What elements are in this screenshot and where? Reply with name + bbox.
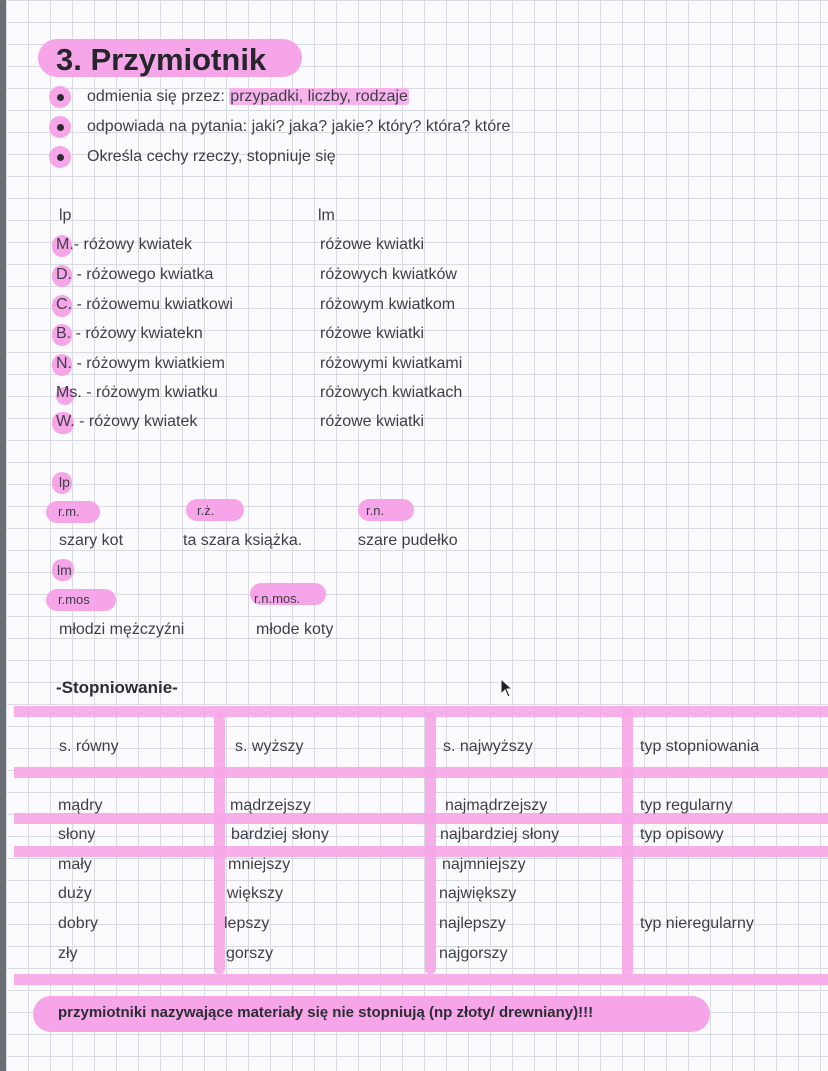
gender-rm-example: szary kot [59,532,124,549]
comparison-cell: duży [58,885,92,902]
case-label: C. [56,296,72,313]
table-column-rule [622,708,633,976]
mouse-cursor-icon [500,678,514,698]
bullet-1-label: odmienia się przez: [87,88,230,105]
gender-rz-tag: r.ż. [197,503,215,518]
comparison-cell: największy [439,885,517,902]
gender-rz-example: ta szara książka. [183,532,303,549]
comparison-cell: dobry [58,915,99,932]
comparison-cell: większy [227,885,284,902]
declension-singular [56,236,192,254]
comparison-cell: mądry [58,797,103,814]
comparison-column-header: s. wyższy [235,738,304,755]
comparison-cell: najbardziej słony [440,826,560,843]
comparison-cell: bardziej słony [231,826,329,843]
case-label: M. [56,236,74,253]
gender-rmos-example: młodzi mężczyźni [59,621,185,638]
gender-rnmos-tag: r.n.mos. [254,591,301,606]
case-label: B. [56,325,72,342]
comparison-cell: słony [58,826,96,843]
table-rule [14,846,828,857]
comparison-cell: najmniejszy [442,856,526,873]
plural-header: lm [318,207,335,224]
plural-form: różowym kwiatkom [320,296,456,313]
note-text: przymiotniki nazywające materiały się nie stopniują (np złoty/ drewniany)!!! [58,1004,594,1021]
bullet-1-highlight: przypadki, liczby, rodzaje [230,88,408,105]
plural-form: różowe kwiatki [320,413,425,430]
singular-form: - różowemu kwiatkowi [72,296,233,313]
case-label: Ms. [56,384,82,401]
comparison-cell: typ regularny [640,797,733,814]
gender-rn-tag: r.n. [366,503,385,518]
bullet-icon [49,86,71,108]
table-rule [14,706,828,717]
page-title: 3. Przymiotnik [56,42,267,77]
singular-form: - różowy kwiatek [73,236,193,253]
plural-form: różowych kwiatków [320,266,457,283]
comparison-column-header: typ stopniowania [640,738,760,755]
bullet-text-2: odpowiada na pytania: jaki? jaka? jakie? który? która? które [87,118,511,135]
plural-form: różowymi kwiatkami [320,355,463,372]
table-rule [14,974,828,985]
table-rule [14,767,828,778]
comparison-cell: typ opisowy [640,826,724,843]
declension-singular [56,296,233,314]
comparison-cell: najlepszy [439,915,506,932]
comparison-cell: mniejszy [228,856,291,873]
singular-form: - różowy kwiatekn [71,325,203,342]
bullet-icon [49,116,71,138]
declension-singular [56,384,218,402]
declension-singular [56,325,203,343]
comparison-cell: typ nieregularny [640,915,754,932]
singular-form: - różowy kwiatek [74,413,198,430]
comparison-cell: mały [58,856,92,873]
case-label: N. [56,355,72,372]
gender-rn-example: szare pudełko [358,532,458,549]
comparison-column-header: s. najwyższy [443,738,533,755]
gender-lm-label: lm [57,562,72,578]
gender-rm-tag: r.m. [58,504,80,519]
singular-form: - różowym kwiatkiem [72,355,225,372]
table-column-rule [214,712,225,974]
bullet-text-3: Określa cechy rzeczy, stopniuje się [87,148,336,165]
bullet-text-1 [87,88,409,106]
comparison-heading: -Stopniowanie- [56,678,178,697]
case-label: D. [56,266,72,283]
rz-highlight [186,499,244,521]
bullet-icon [49,146,71,168]
comparison-cell: najmądrzejszy [445,797,548,814]
declension-singular [56,355,225,373]
gender-rmos-tag: r.mos [58,592,90,607]
declension-singular [56,413,197,431]
plural-form: różowe kwiatki [320,236,425,253]
plural-form: różowe kwiatki [320,325,425,342]
declension-singular [56,266,213,284]
table-column-rule [425,712,436,974]
gender-lp-label: lp [59,474,70,490]
comparison-column-header: s. równy [59,738,119,755]
gender-rnmos-example: młode koty [256,621,334,638]
comparison-cell: gorszy [226,945,274,962]
comparison-cell: najgorszy [439,945,508,962]
plural-form: różowych kwiatkach [320,384,463,401]
singular-header: lp [59,207,72,224]
singular-form: - różowego kwiatka [72,266,214,283]
comparison-cell: mądrzejszy [230,797,311,814]
singular-form: - różowym kwiatku [81,384,218,401]
case-label: W. [56,413,75,430]
comparison-cell: zły [58,945,78,962]
comparison-cell: lepszy [224,915,270,932]
